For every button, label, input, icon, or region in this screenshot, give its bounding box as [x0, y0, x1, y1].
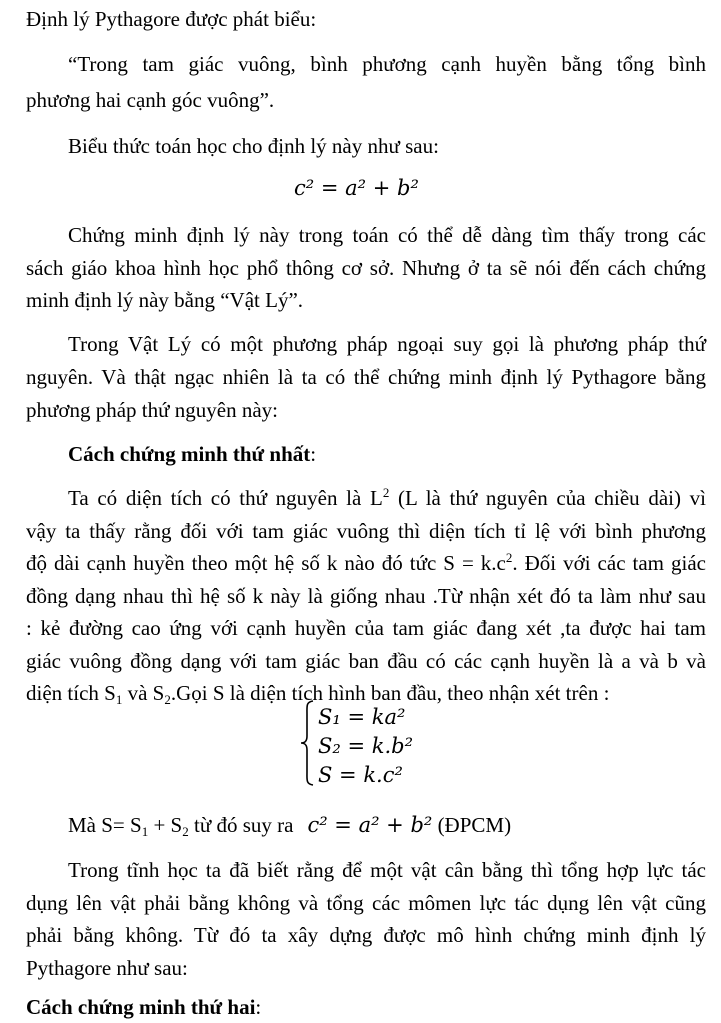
paragraph-6-line-4: Pythagore như sau:: [26, 956, 188, 980]
p5-l3-b: . Đối với các tam giác: [512, 551, 706, 575]
method-2-heading-text: Cách chứng minh thứ hai: [26, 995, 256, 1019]
paragraph-5-line-1: [68, 485, 706, 511]
formula-intro: Biểu thức toán học cho định lý này như sau:: [68, 134, 439, 158]
intro-line: Định lý Pythagore được phát biểu:: [26, 7, 317, 31]
system-equation-2: S₂ = k.b²: [318, 734, 414, 758]
conclusion-tag: (ĐPCM): [437, 813, 512, 837]
method-2-heading-colon: :: [255, 995, 262, 1019]
paragraph-6-line-2: dụng lên vật phải bằng không và tổng các mômen lực tác dụng lên vật cũng: [26, 891, 706, 915]
conclusion-sub2: 2: [182, 824, 189, 839]
p5-l7-a: diện tích S: [26, 681, 116, 705]
conclusion-formula: c² = a² + b²: [307, 813, 433, 837]
paragraph-6-line-3: phải bằng không. Từ đó ta xây dựng được mô hình chứng minh định lý: [26, 923, 706, 947]
paragraph-5-line-7: [26, 680, 609, 706]
method-1-heading-colon: :: [310, 442, 317, 466]
system-equation-1: S₁ = ka²: [318, 705, 406, 729]
p5-l1-a: Ta có diện tích có thứ nguyên là L: [68, 486, 383, 510]
paragraph-5-line-3: [26, 550, 706, 576]
conclusion-mid: + S: [148, 813, 183, 837]
paragraph-3-line-3: minh định lý này bằng “Vật Lý”.: [26, 288, 304, 312]
quote-line-1: “Trong tam giác vuông, bình phương cạnh huyền bằng tổng bình: [68, 52, 706, 76]
pythagoras-formula: c² = a² + b²: [294, 176, 419, 200]
method-1-heading-text: Cách chứng minh thứ nhất: [68, 442, 311, 466]
paragraph-5-line-6: giác vuông đồng dạng với tam giác ban đầu có các cạnh huyền là a và b và: [26, 649, 706, 673]
paragraph-4-line-1: Trong Vật Lý có một phương pháp ngoại suy gọi là phương pháp thứ: [68, 332, 706, 356]
p5-l7-b: và S: [122, 681, 165, 705]
paragraph-5-line-2: vậy ta thấy rằng đối với tam giác vuông thì diện tích tỉ lệ với bình phương: [26, 519, 706, 543]
conclusion-prefix: Mà S= S: [68, 813, 142, 837]
p5-l3-sup: 2: [505, 550, 513, 565]
quote-line-2: phương hai cạnh góc vuông”.: [26, 88, 275, 112]
p5-l3-a: độ dài cạnh huyền theo một hệ số k nào đó tức S = k.c: [26, 551, 506, 575]
paragraph-5-line-4: đồng dạng nhau thì hệ số k này là giống nhau .Từ nhận xét đó ta làm như sau: [26, 584, 706, 608]
paragraph-5-line-5: : kẻ đường cao ứng với cạnh huyền của tam giác đang xét ,ta được hai tam: [26, 616, 706, 640]
paragraph-3-line-2: sách giáo khoa hình học phổ thông cơ sở. Nhưng ở ta sẽ nói đến cách chứng: [26, 256, 706, 280]
conclusion-sub1: 1: [141, 824, 149, 839]
paragraph-4-line-2: nguyên. Và thật ngạc nhiên là ta có thể chứng minh định lý Pythagore bằng: [26, 365, 706, 389]
system-brace-icon: [300, 700, 314, 786]
p5-l1-b: (L là thứ nguyên của chiều dài) vì: [389, 486, 706, 510]
conclusion-line: [68, 812, 511, 838]
paragraph-4-line-3: phương pháp thứ nguyên này:: [26, 398, 278, 422]
system-equation-3: S = k.c²: [318, 763, 403, 787]
method-1-heading: [68, 441, 316, 467]
p5-l7-sub1: 1: [115, 692, 123, 707]
paragraph-6-line-1: Trong tĩnh học ta đã biết rằng để một vật cân bằng thì tổng hợp lực tác: [68, 858, 706, 882]
conclusion-text: từ đó suy ra: [188, 813, 294, 837]
p5-l7-sub2: 2: [164, 692, 171, 707]
p5-l1-sup: 2: [382, 485, 390, 500]
paragraph-3-line-1: Chứng minh định lý này trong toán có thể dễ dàng tìm thấy trong các: [68, 223, 706, 247]
p5-l7-c: .Gọi S là diện tích hình ban đầu, theo nhận xét trên :: [170, 681, 610, 705]
method-2-heading: [26, 994, 261, 1020]
